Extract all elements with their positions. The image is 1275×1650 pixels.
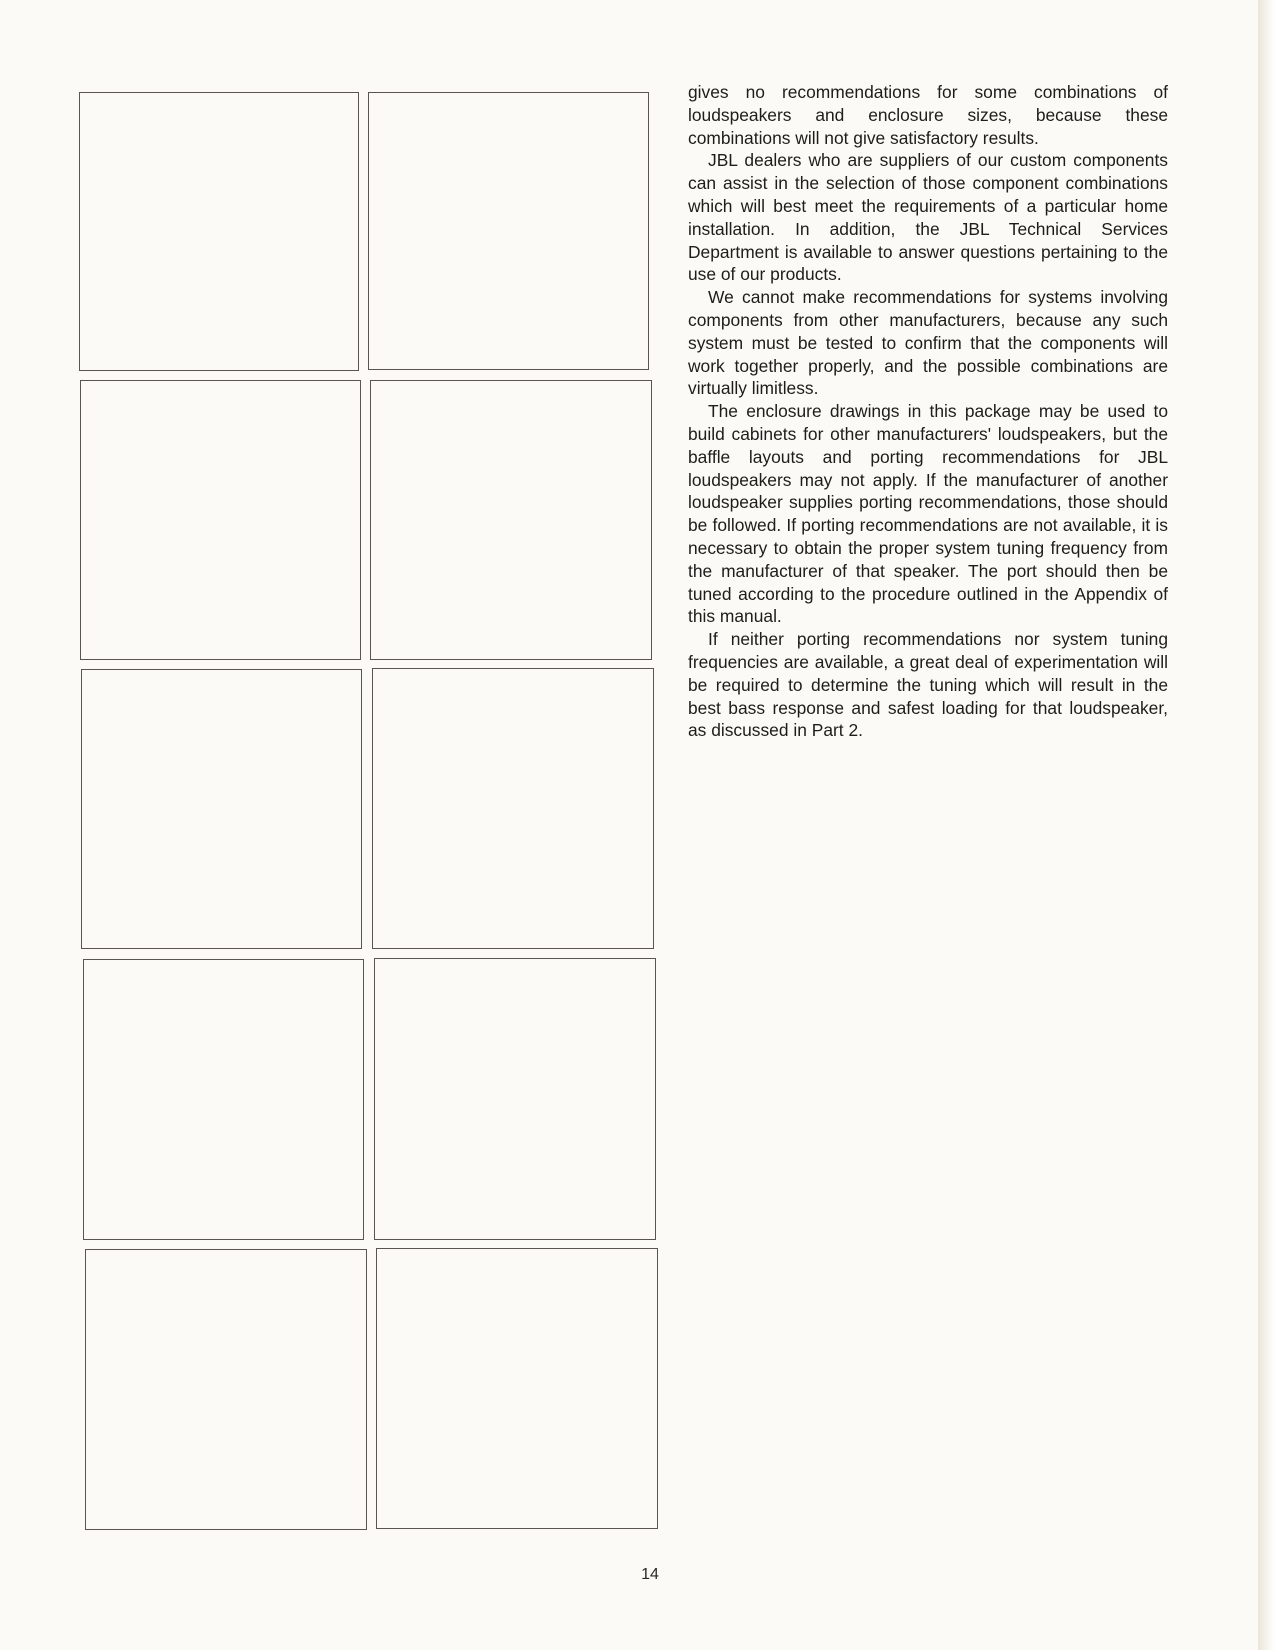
paragraph-1: gives no recommendations for some combinations of loudspeakers and enclosure sizes, because these combinations will not give satisfactory results. bbox=[688, 82, 1168, 148]
paragraph-5: If neither porting recommendations nor system tuning frequencies are available, a great deal of experimentation will be required to determine the tuning which will result in the best bass response and safest loading for that loudspeaker, as discussed in Part 2. bbox=[688, 629, 1168, 741]
page-edge bbox=[1258, 0, 1275, 1650]
empty-box-10 bbox=[376, 1248, 658, 1529]
empty-box-6 bbox=[372, 668, 654, 949]
paragraph-3: We cannot make recommendations for systems involving components from other manufacturers, because any such system must be tested to confirm that the components will work together properly, and the possible combinations are virtually limitless. bbox=[688, 287, 1168, 399]
paragraph-4: The enclosure drawings in this package may be used to build cabinets for other manufacturers' loudspeakers, but the baffle layouts and porting recommendations for JBL loudspeakers may not apply. If the manufacturer of another loudspeaker supplies porting recommendations, those should be followed. If porting recommendations are not available, it is necessary to obtain the proper system tuning frequency from the manufacturer of that speaker. The port should then be tuned according to the procedure outlined in the Appendix of this manual. bbox=[688, 401, 1168, 627]
page-number: 14 bbox=[641, 1566, 659, 1583]
empty-box-2 bbox=[368, 92, 649, 370]
empty-box-4 bbox=[370, 380, 652, 660]
body-text-column bbox=[688, 81, 1168, 742]
empty-box-1 bbox=[79, 92, 359, 371]
empty-box-5 bbox=[81, 669, 362, 949]
empty-box-3 bbox=[80, 380, 361, 660]
empty-box-9 bbox=[85, 1249, 367, 1530]
paragraph-2: JBL dealers who are suppliers of our custom components can assist in the selection of those component combinations which will best meet the requirements of a particular home installation. In addition, the JBL Technical Services Department is available to answer questions pertaining to the use of our products. bbox=[688, 150, 1168, 285]
empty-box-7 bbox=[83, 959, 364, 1240]
empty-box-8 bbox=[374, 958, 656, 1240]
